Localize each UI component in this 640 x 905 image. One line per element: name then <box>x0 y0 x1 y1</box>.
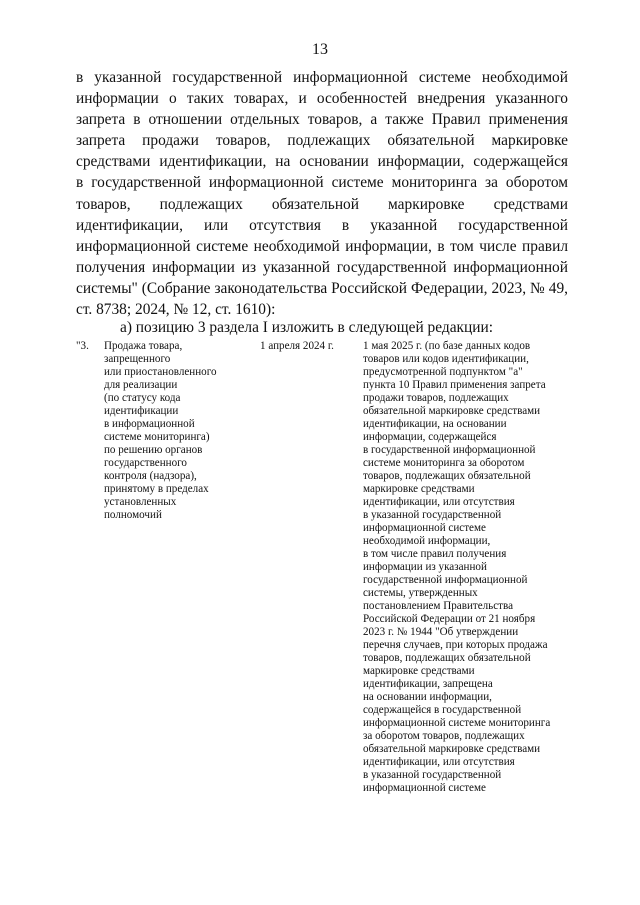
until-line: 2023 г. № 1944 "Об утверждении <box>363 626 519 638</box>
paragraph-line: идентификации, или отсутствия в указанной государственной <box>76 216 568 234</box>
subparagraph-a: а) позицию 3 раздела I изложить в следующей редакции: <box>120 319 493 336</box>
product-line: принятому в пределах <box>104 483 209 495</box>
until-line: идентификации, или отсутствия <box>363 756 515 768</box>
paragraph-line: ст. 8738; 2024, № 12, ст. 1610): <box>76 301 276 319</box>
until-line: идентификации, на основании <box>363 418 507 430</box>
product-line: по решению органов <box>104 444 203 456</box>
paragraph-line: получения информации из указанной государственной информационной <box>76 258 568 276</box>
until-line: идентификации, или отсутствия <box>363 496 515 508</box>
until-line: системе мониторинга за оборотом <box>363 457 525 469</box>
until-line: информационной системе <box>363 522 486 534</box>
until-line: 1 мая 2025 г. (по базе данных кодов <box>363 340 531 352</box>
until-line: за оборотом товаров, подлежащих <box>363 730 525 742</box>
until-line: товаров или кодов идентификации, <box>363 353 529 365</box>
until-line: в том числе правил получения <box>363 548 507 560</box>
until-line: системы, утвержденных <box>363 587 478 599</box>
product-line: (по статусу кода <box>104 392 181 404</box>
start-date-cell: 1 апреля 2024 г. <box>260 340 334 352</box>
product-line: Продажа товара, <box>104 340 183 352</box>
until-line: информации из указанной <box>363 561 487 573</box>
page-number: 13 <box>312 41 328 58</box>
until-line: перечня случаев, при которых продажа <box>363 639 548 651</box>
product-line: запрещенного <box>104 353 171 365</box>
until-line: государственной информационной <box>363 574 528 586</box>
until-line: постановлением Правительства <box>363 600 514 612</box>
until-line: обязательной маркировке средствами <box>363 405 541 417</box>
product-cell <box>104 340 254 522</box>
until-line: маркировке средствами <box>363 665 475 677</box>
until-line: идентификации, запрещена <box>363 678 493 690</box>
product-line: государственного <box>104 457 187 469</box>
until-line: информационной системе <box>363 782 486 794</box>
until-line: необходимой информации, <box>363 535 491 547</box>
product-line: системе мониторинга) <box>104 431 210 443</box>
product-line: идентификации <box>104 405 179 417</box>
paragraph-line: в указанной государственной информационной системе необходимой <box>76 69 568 86</box>
until-date-cell <box>363 340 573 795</box>
row-number: "3. <box>76 340 89 352</box>
product-line: или приостановленного <box>104 366 217 378</box>
body-paragraph <box>76 67 568 320</box>
paragraph-line: запрета в отношении отдельных товаров, а также Правил применения <box>76 111 568 129</box>
until-line: на основании информации, <box>363 691 492 703</box>
product-line: контроля (надзора), <box>104 470 197 482</box>
until-line: пункта 10 Правил применения запрета <box>363 379 546 391</box>
paragraph-line: запрета продажи товаров, подлежащих обязательной маркировке <box>76 132 568 150</box>
until-line: в государственной информационной <box>363 444 536 456</box>
product-line: в информационной <box>104 418 195 430</box>
until-line: Российской Федерации от 21 ноября <box>363 613 536 625</box>
paragraph-line: системы" (Собрание законодательства Российской Федерации, 2023, № 49, <box>76 279 568 297</box>
until-line: продажи товаров, подлежащих <box>363 392 509 404</box>
until-line: в указанной государственной <box>363 769 502 781</box>
paragraph-line: товаров, подлежащих обязательной маркировке средствами <box>76 195 568 213</box>
paragraph-line: информации о таких товарах, и особенностей внедрения указанного <box>76 90 568 108</box>
until-line: товаров, подлежащих обязательной <box>363 652 531 664</box>
until-line: информации, содержащейся <box>363 431 497 443</box>
until-line: в указанной государственной <box>363 509 502 521</box>
until-line: товаров, подлежащих обязательной <box>363 470 531 482</box>
until-line: информационной системе мониторинга <box>363 717 551 729</box>
product-line: установленных <box>104 496 177 508</box>
product-line: для реализации <box>104 379 178 391</box>
until-line: предусмотренной подпунктом "а" <box>363 366 523 378</box>
paragraph-line: в государственной информационной системе мониторинга за оборотом <box>76 174 568 192</box>
until-line: маркировке средствами <box>363 483 475 495</box>
until-line: содержащейся в государственной <box>363 704 522 716</box>
paragraph-line: средствами идентификации, на основании информации, содержащейся <box>76 153 568 171</box>
product-line: полномочий <box>104 509 162 521</box>
until-line: обязательной маркировке средствами <box>363 743 541 755</box>
paragraph-line: информационной системе необходимой информации, в том числе правил <box>76 237 568 255</box>
